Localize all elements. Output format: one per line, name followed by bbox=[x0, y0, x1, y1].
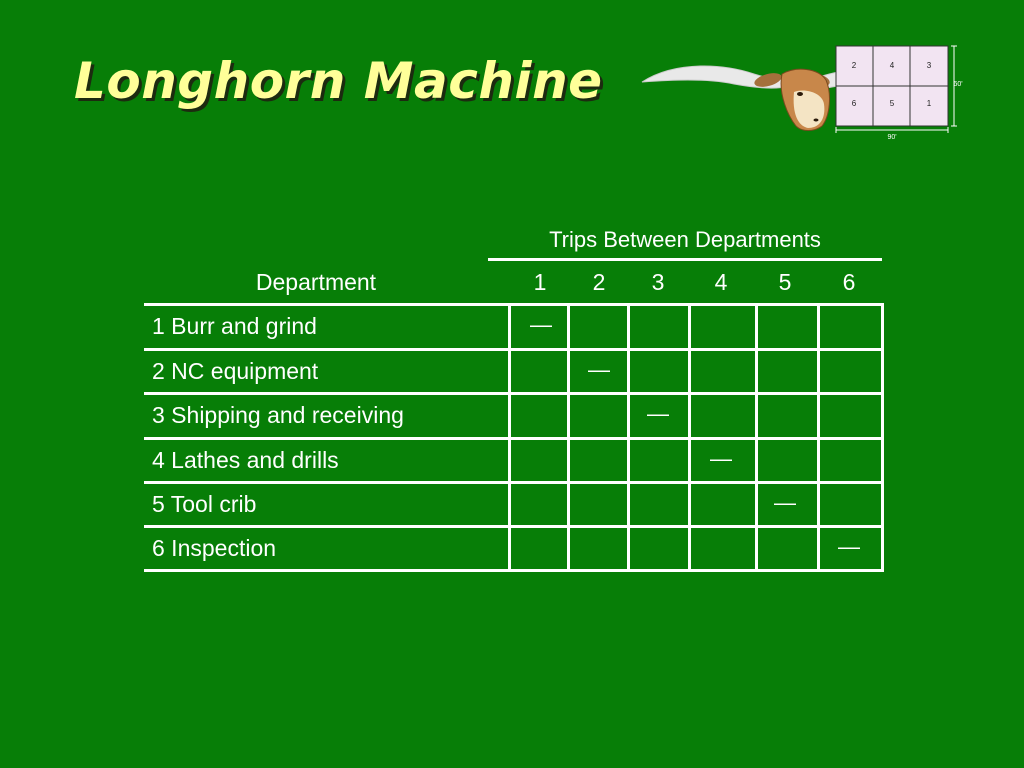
header-underline bbox=[488, 258, 882, 261]
department-header: Department bbox=[255, 269, 377, 295]
table-rule bbox=[144, 481, 884, 484]
dim-height: 60' bbox=[953, 81, 963, 88]
diagonal-dash: — bbox=[530, 312, 552, 337]
row-label: 5 Tool crib bbox=[152, 491, 257, 517]
diagonal-dash: — bbox=[774, 490, 796, 515]
layout-cell: 4 bbox=[889, 61, 895, 70]
table-rule bbox=[144, 525, 884, 528]
table-rule bbox=[144, 437, 884, 440]
table-column-rule bbox=[627, 305, 630, 571]
dim-width: 90' bbox=[887, 134, 897, 140]
layout-cell: 1 bbox=[926, 99, 932, 108]
column-header: 5 bbox=[778, 269, 792, 295]
table-column-rule bbox=[881, 305, 884, 571]
layout-diagram bbox=[836, 46, 963, 140]
slide-title: Longhorn Machine bbox=[74, 52, 603, 110]
diagonal-dash: — bbox=[710, 446, 732, 471]
trips-header: Trips Between Departments bbox=[549, 227, 821, 252]
table-rule bbox=[144, 348, 884, 351]
row-label: 3 Shipping and receiving bbox=[152, 402, 404, 428]
table-rule bbox=[144, 392, 884, 395]
longhorn-logo bbox=[636, 40, 968, 140]
row-label: 1 Burr and grind bbox=[152, 313, 317, 339]
diagonal-dash: — bbox=[588, 357, 610, 382]
row-label: 2 NC equipment bbox=[152, 358, 319, 384]
column-header: 2 bbox=[592, 269, 606, 295]
table-column-rule bbox=[508, 305, 511, 571]
layout-cell: 5 bbox=[889, 99, 895, 108]
table-column-rule bbox=[817, 305, 820, 571]
table-rule bbox=[144, 569, 884, 572]
diagonal-dash: — bbox=[838, 534, 860, 559]
layout-cell: 3 bbox=[926, 61, 932, 70]
column-header: 4 bbox=[714, 269, 728, 295]
row-label: 4 Lathes and drills bbox=[152, 447, 339, 473]
column-header: 6 bbox=[842, 269, 856, 295]
table-column-rule bbox=[688, 305, 691, 571]
column-header: 3 bbox=[651, 269, 665, 295]
diagonal-dash: — bbox=[647, 401, 669, 426]
layout-cell: 2 bbox=[851, 61, 857, 70]
table-column-rule bbox=[567, 305, 570, 571]
layout-cell: 6 bbox=[851, 99, 857, 108]
row-label: 6 Inspection bbox=[152, 535, 277, 561]
column-header: 1 bbox=[533, 269, 547, 295]
table-rule bbox=[144, 303, 884, 306]
table-column-rule bbox=[755, 305, 758, 571]
